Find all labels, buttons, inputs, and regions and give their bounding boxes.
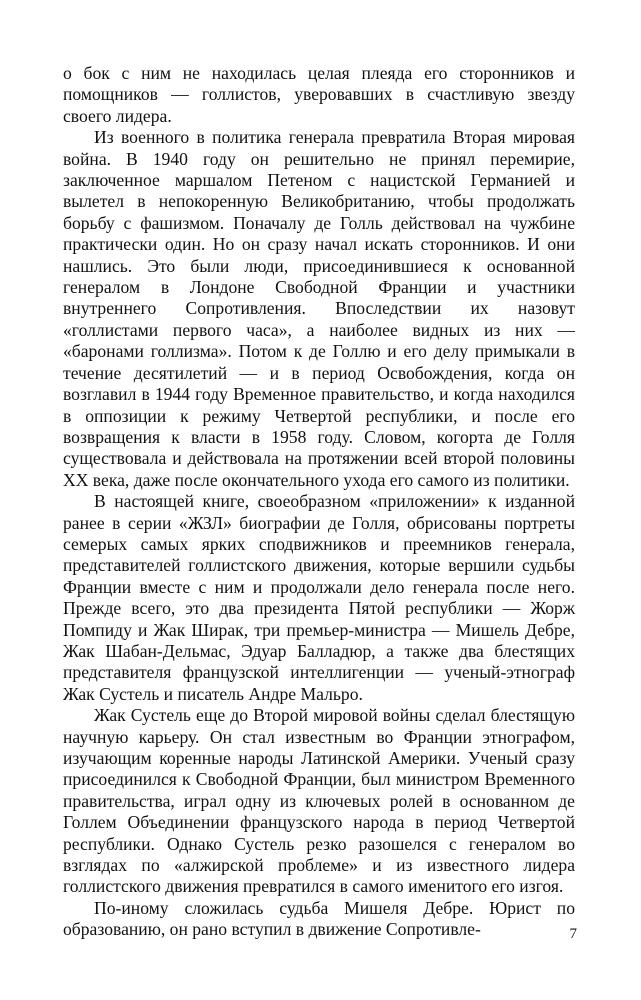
paragraph-debre: По-иному сложилась судьба Мишеля Дебре. Юрист по образованию, он рано вступил в движение Сопротивле-: [63, 897, 575, 940]
paragraph-soustelle: Жак Сустель еще до Второй мировой войны сделал блестящую научную карьеру. Он стал известным во Франции этнографом, изучающим коренные народы Латинской Америки. Ученый сразу присоединился к Свободной Франции, был министром Временного правительства, играл одну из ключевых ролей в основанном де Голлем Объединении французского народа в период Четвертой республики. Однако Сустель резко разошелся с генералом во взглядах по «алжирской проблеме» и из известного лидера голлистского движения превратился в самого именитого его изгоя.: [63, 705, 575, 897]
paragraph-continuation: о бок с ним не находилась целая плеяда его сторонников и помощников — голлистов, уверовавших в счастливую звезду своего лидера.: [63, 63, 575, 126]
body-text: [63, 63, 575, 941]
paragraph-world-war: Из военного в политика генерала превратила Вторая мировая война. В 1940 году он решительно не принял перемирие, заключенное маршалом Петеном с нацистской Германией и вылетел в непокоренную Великобританию, чтобы продолжать борьбу с фашизмом. Поначалу де Голль действовал на чужбине практически один. Но он сразу начал искать сторонников. И они нашлись. Это были люди, присоединившиеся к основанной генералом в Лондоне Свободной Франции и участники внутреннего Сопротивления. Впоследствии их назовут «голлистами первого часа», а наиболее видных из них — «баронами голлизма». Потом к де Голлю и его делу примыкали в течение десятилетий — и в период Освобождения, когда он возглавил в 1944 году Временное правительство, и когда находился в оппозиции к режиму Четвертой республики, и после его возвращения к власти в 1958 году. Словом, когорта де Голля существовала и действовала на протяжении всей второй половины XX века, даже после окончательного ухода его самого из политики.: [63, 127, 575, 490]
paragraph-book-overview: В настоящей книге, своеобразном «приложении» к изданной ранее в серии «ЖЗЛ» биографии де Голля, обрисованы портреты семерых самых ярких сподвижников и преемников генерала, представителей голлистского движения, которые вершили судьбы Франции вместе с ним и продолжали дело генерала после него. Прежде всего, это два президента Пятой республики — Жорж Помпиду и Жак Ширак, три премьер-министра — Мишель Дебре, Жак Шабан-Дельмас, Эдуар Балладюр, а также два блестящих представителя французской интеллигенции — ученый-этнограф Жак Сустель и писатель Андре Мальро.: [63, 491, 575, 704]
page-number: 7: [569, 926, 577, 942]
